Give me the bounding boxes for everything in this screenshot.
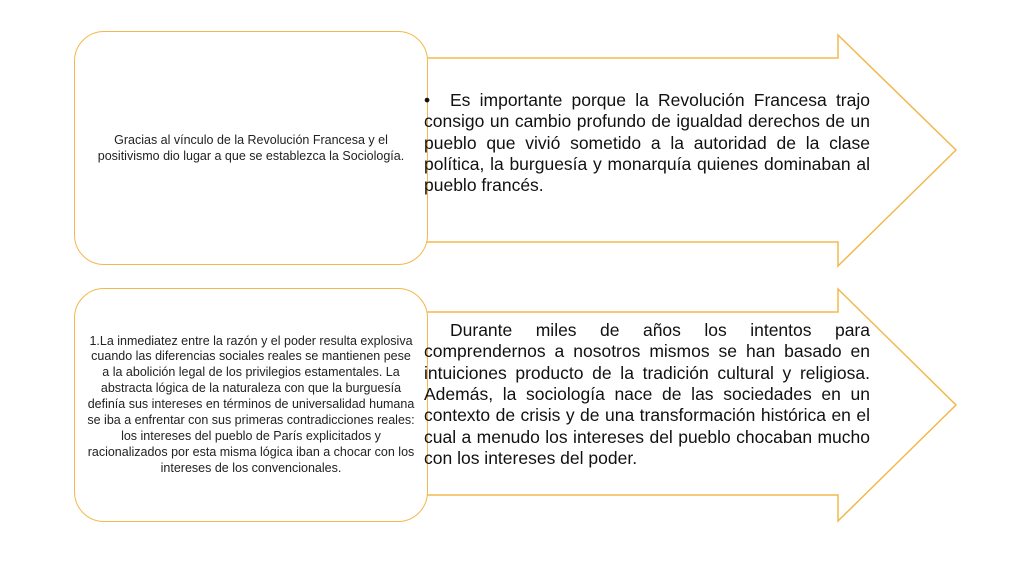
left-box-2	[74, 288, 428, 522]
arrow-2-paragraph: Durante miles de años los intentos para comprendernos a nosotros mismos se han basado en intuiciones producto de la tradición cultural y religiosa. Además, la sociología nace de las sociedades en un contexto de crisis y de una transformación histórica en el cual a menudo los intereses del pueblo chocaban mucho con los intereses del poder.	[424, 320, 870, 469]
arrow-1-paragraph: Es importante porque la Revolución Francesa trajo consigo un cambio profundo de igualdad derechos de un pueblo que vivió sometido a la autoridad de la clase política, la burguesía y monarquía quienes dominaban al pueblo francés.	[424, 90, 870, 196]
left-box-1	[74, 31, 428, 265]
arrow-1-text	[424, 90, 870, 197]
left-box-2-text: 1.La inmediatez entre la razón y el poder resulta explosiva cuando las diferencias sociales reales se mantienen pese a la abolición legal de los privilegios estamentales. La abstracta lógica de la naturaleza con que la burguesía definía sus intereses en términos de universalidad humana se iba a enfrentar con sus primeras contradicciones reales: los intereses del pueblo de París explicitados y racionalizados por esta misma lógica iban a chocar con los intereses de los convencionales.	[87, 333, 415, 475]
bullet-icon: •	[424, 90, 431, 110]
left-box-1-text: Gracias al vínculo de la Revolución Francesa y el positivismo dio lugar a que se establezca la Sociología.	[97, 132, 405, 163]
arrow-2-text	[424, 320, 870, 469]
